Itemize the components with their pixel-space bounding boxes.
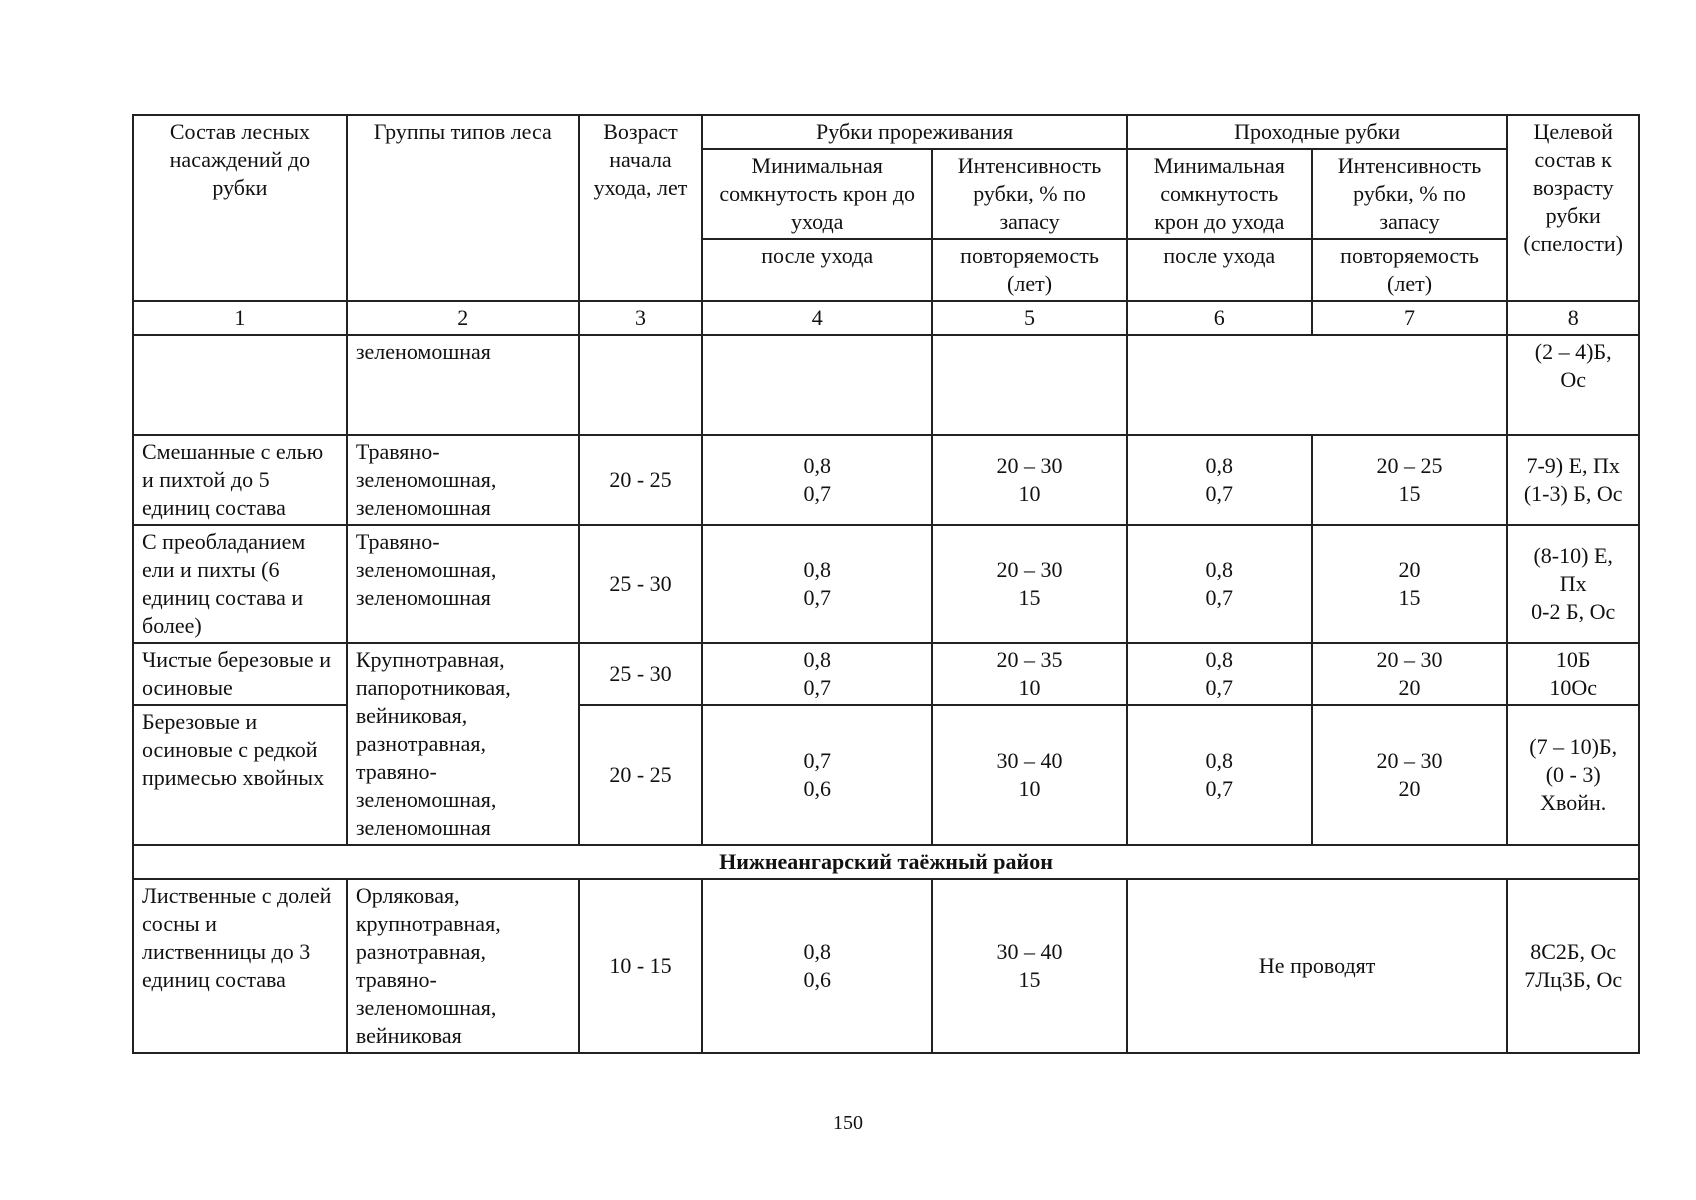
- target-line: (1-3) Б, Ос: [1523, 481, 1623, 506]
- region-heading: Нижнеангарский таёжный район: [133, 845, 1639, 879]
- composition-cell: Березовые и осиновые с редкой примесью хвойных: [133, 705, 347, 845]
- passage-density-cell: [1127, 643, 1312, 705]
- repeat-value: 15: [1018, 967, 1041, 992]
- forest-types-cell: зеленомошная: [347, 335, 579, 435]
- thinning-intensity-cell: [932, 435, 1127, 525]
- forest-types-cell: Крупнотравная, папоротниковая, вейниковая, разнотравная, травяно-зеленомошная, зеленомошная: [347, 643, 579, 845]
- target-line: (8-10) Е,: [1533, 543, 1613, 568]
- column-number: 2: [347, 301, 579, 335]
- intensity-value: 20 – 35: [996, 647, 1063, 672]
- passage-intensity-cell: [1312, 435, 1508, 525]
- table-row: [133, 435, 1639, 525]
- target-line: Ос: [1560, 367, 1587, 392]
- header-thinning: Рубки прореживания: [702, 115, 1127, 149]
- intensity-value: 30 – 40: [996, 939, 1063, 964]
- column-number: 3: [579, 301, 702, 335]
- target-cell: [1507, 525, 1639, 643]
- passage-intensity-cell: [1312, 643, 1508, 705]
- composition-cell: [133, 335, 347, 435]
- intensity-value: 20 – 30: [1376, 647, 1443, 672]
- passage-density-cell: [1127, 435, 1312, 525]
- density-after: 0,6: [803, 967, 831, 992]
- thinning-intensity-cell: [932, 525, 1127, 643]
- passage-intensity-cell: [1312, 705, 1508, 845]
- forest-types-cell: Травяно-зеленомошная, зеленомошная: [347, 435, 579, 525]
- column-number: 1: [133, 301, 347, 335]
- composition-cell: Лиственные с долей сосны и лиственницы до 3 единиц состава: [133, 879, 347, 1053]
- silviculture-table: [132, 114, 1640, 1054]
- column-number: 8: [1507, 301, 1639, 335]
- repeat-value: 20: [1398, 776, 1421, 801]
- header-thinning-after: после ухода: [702, 239, 932, 301]
- repeat-value: 15: [1398, 585, 1421, 610]
- age-cell: 25 - 30: [579, 525, 702, 643]
- header-passage-min-density: Минимальная сомкнутость крон до ухода: [1127, 149, 1312, 239]
- repeat-value: 15: [1398, 481, 1421, 506]
- age-cell: [579, 335, 702, 435]
- target-line: 8С2Б, Ос: [1530, 939, 1617, 964]
- header-thinning-intensity: Интенсивность рубки, % по запасу: [932, 149, 1127, 239]
- table-row: [133, 643, 1639, 705]
- target-line: (7 – 10)Б,: [1529, 734, 1618, 759]
- column-number: 6: [1127, 301, 1312, 335]
- repeat-value: 15: [1018, 585, 1041, 610]
- density-after: 0,7: [1205, 776, 1234, 801]
- thinning-intensity-cell: [932, 879, 1127, 1053]
- thinning-density-cell: [702, 335, 932, 435]
- density-before: 0,8: [803, 557, 831, 582]
- intensity-value: 20 – 30: [1376, 748, 1443, 773]
- header-passage-repeat: повторяемость (лет): [1312, 239, 1508, 301]
- repeat-value: 10: [1018, 776, 1041, 801]
- density-after: 0,7: [1205, 585, 1234, 610]
- intensity-value: 20: [1398, 557, 1421, 582]
- header-target-composition: Целевой состав к возрасту рубки (спелости): [1507, 115, 1639, 301]
- passage-density-cell: [1127, 705, 1312, 845]
- header-passage-intensity: Интенсивность рубки, % по запасу: [1312, 149, 1508, 239]
- passage-density-cell: [1127, 525, 1312, 643]
- thinning-density-cell: [702, 525, 932, 643]
- density-after: 0,7: [803, 481, 831, 506]
- target-line: 7Лц3Б, Ос: [1524, 967, 1623, 992]
- repeat-value: 20: [1398, 675, 1421, 700]
- density-after: 0,7: [803, 585, 831, 610]
- density-after: 0,7: [1205, 481, 1234, 506]
- age-cell: 25 - 30: [579, 643, 702, 705]
- density-before: 0,8: [1205, 748, 1234, 773]
- passage-cell: [1127, 335, 1507, 435]
- repeat-value: 10: [1018, 481, 1041, 506]
- target-line: 10Ос: [1549, 675, 1598, 700]
- passage-intensity-cell: [1312, 525, 1508, 643]
- target-line: Пх: [1559, 571, 1587, 596]
- column-number: 5: [932, 301, 1127, 335]
- column-number: 7: [1312, 301, 1508, 335]
- target-cell: [1507, 879, 1639, 1053]
- target-cell: [1507, 643, 1639, 705]
- density-after: 0,7: [1205, 675, 1234, 700]
- composition-cell: Чистые березовые и осиновые: [133, 643, 347, 705]
- thinning-density-cell: [702, 435, 932, 525]
- target-line: (2 – 4)Б,: [1534, 339, 1612, 364]
- page-number: 150: [833, 1112, 863, 1134]
- thinning-density-cell: [702, 879, 932, 1053]
- header-thinning-min-density: Минимальная сомкнутость крон до ухода: [702, 149, 932, 239]
- density-after: 0,7: [803, 675, 831, 700]
- header-thinning-repeat: повторяемость (лет): [932, 239, 1127, 301]
- forest-types-cell: Травяно-зеленомошная, зеленомошная: [347, 525, 579, 643]
- intensity-value: 20 – 30: [996, 453, 1063, 478]
- composition-cell: С преобладанием ели и пихты (6 единиц состава и более): [133, 525, 347, 643]
- column-number: 4: [702, 301, 932, 335]
- target-line: (0 - 3): [1545, 762, 1601, 787]
- header-passage-after: после ухода: [1127, 239, 1312, 301]
- thinning-intensity-cell: [932, 705, 1127, 845]
- thinning-density-cell: [702, 705, 932, 845]
- age-cell: 20 - 25: [579, 705, 702, 845]
- table-row: [133, 335, 1639, 435]
- table-row: [133, 879, 1639, 1053]
- target-cell: [1507, 705, 1639, 845]
- target-cell: [1507, 435, 1639, 525]
- header-passage-cutting: Проходные рубки: [1127, 115, 1507, 149]
- density-after: 0,6: [803, 776, 831, 801]
- age-cell: 20 - 25: [579, 435, 702, 525]
- density-before: 0,7: [803, 748, 831, 773]
- thinning-density-cell: [702, 643, 932, 705]
- thinning-intensity-cell: [932, 643, 1127, 705]
- intensity-value: 30 – 40: [996, 748, 1063, 773]
- thinning-intensity-cell: [932, 335, 1127, 435]
- composition-cell: Смешанные с елью и пихтой до 5 единиц состава: [133, 435, 347, 525]
- table-row: [133, 525, 1639, 643]
- density-before: 0,8: [1205, 557, 1234, 582]
- forest-types-cell: Орляковая, крупнотравная, разнотравная, травяно-зеленомошная, вейниковая: [347, 879, 579, 1053]
- density-before: 0,8: [803, 453, 831, 478]
- intensity-value: 20 – 25: [1376, 453, 1443, 478]
- repeat-value: 10: [1018, 675, 1041, 700]
- target-line: 10Б: [1555, 647, 1591, 672]
- target-cell: [1507, 335, 1639, 435]
- age-cell: 10 - 15: [579, 879, 702, 1053]
- density-before: 0,8: [803, 647, 831, 672]
- header-composition: Состав лесных насаждений до рубки: [133, 115, 347, 301]
- column-number-row: [133, 301, 1639, 335]
- passage-note-cell: Не проводят: [1127, 879, 1507, 1053]
- density-before: 0,8: [1205, 647, 1234, 672]
- target-line: 7-9) Е, Пх: [1526, 453, 1620, 478]
- target-line: Хвойн.: [1540, 790, 1607, 815]
- intensity-value: 20 – 30: [996, 557, 1063, 582]
- density-before: 0,8: [803, 939, 831, 964]
- target-line: 0-2 Б, Ос: [1531, 599, 1616, 624]
- header-forest-types: Группы типов леса: [347, 115, 579, 301]
- density-before: 0,8: [1205, 453, 1234, 478]
- header-start-age: Возраст начала ухода, лет: [579, 115, 702, 301]
